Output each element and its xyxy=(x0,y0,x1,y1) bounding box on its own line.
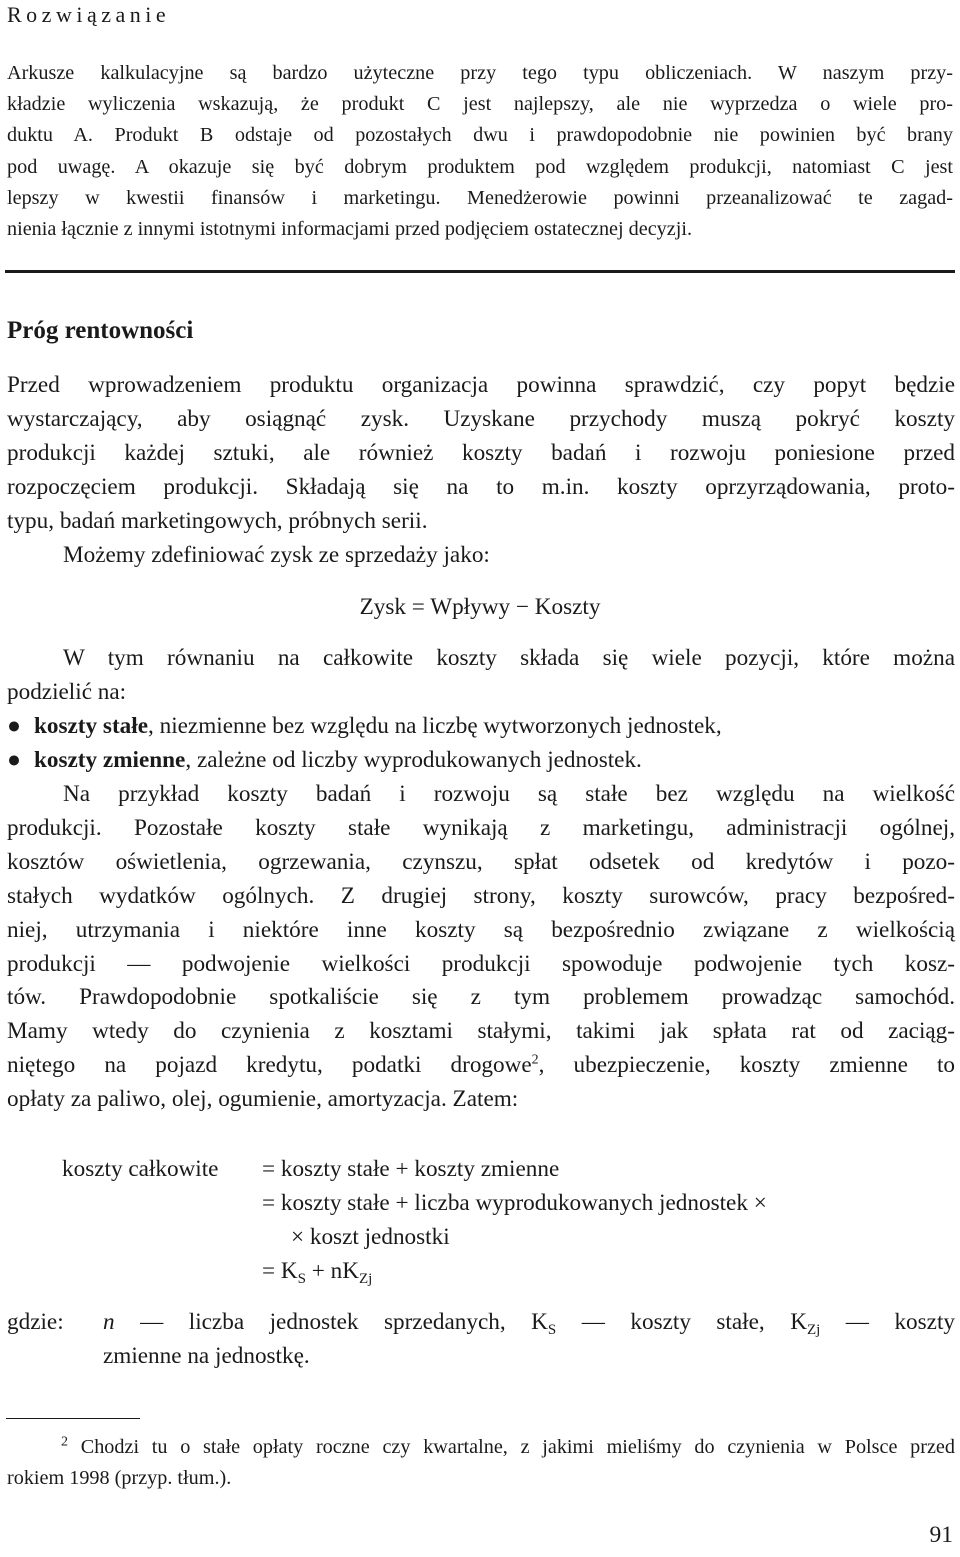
equation-line xyxy=(262,1255,372,1289)
solution-paragraph xyxy=(7,58,953,245)
footnote-text: Chodzi tu o stałe opłaty roczne czy kwartalne, z jakimi mieliśmy do czynienia w Polsce przed xyxy=(80,1436,955,1458)
equation-term: = K xyxy=(262,1258,298,1284)
text-line: lepszy w kwestii finansów i marketingu. Menedżerowie powinni przeanalizować te zagad- xyxy=(7,186,953,209)
text-line: Przed wprowadzeniem produktu organizacja powinna sprawdzić, czy popyt będzie xyxy=(7,372,955,398)
term-variable-costs: koszty zmienne xyxy=(34,746,186,773)
footnote-line xyxy=(7,1432,955,1463)
text-line: stałych wydatków ogólnych. Z drugiej strony, koszty surowców, pracy bezpośred- xyxy=(7,882,955,909)
subscript: S xyxy=(297,1271,306,1287)
text-line: typu, badań marketingowych, próbnych serii. xyxy=(7,507,428,534)
term-fixed-costs: koszty stałe xyxy=(34,713,148,739)
line-head: niętego na pojazd kredytu, podatki drogowe xyxy=(7,1052,532,1079)
footnote-mark: 2 xyxy=(61,1434,68,1450)
text-line xyxy=(7,1049,955,1083)
footnote xyxy=(7,1432,955,1494)
equation-line: = koszty stałe + liczba wyprodukowanych jednostek × xyxy=(262,1190,767,1216)
equation-line: = koszty stałe + koszty zmienne xyxy=(262,1156,560,1182)
text-line: W tym równaniu na całkowite koszty składa się wiele pozycji, które można xyxy=(63,645,955,671)
text-line: pod uwagę. A okazuje się być dobrym produktem pod względem produkcji, natomiast C jest xyxy=(7,155,953,178)
subscript: Zj xyxy=(806,1322,821,1338)
subscript: Zj xyxy=(358,1271,373,1287)
profit-equation: Zysk = Wpływy − Koszty xyxy=(359,594,601,620)
term-description: , zależne od liczby wyprodukowanych jednostek. xyxy=(185,746,642,773)
where-definitions xyxy=(103,1306,955,1374)
bullet-icon: ● xyxy=(7,713,22,739)
list-item xyxy=(7,744,955,778)
text-line: opłaty za paliwo, olej, ogumienie, amortyzacja. Zatem: xyxy=(7,1086,519,1113)
fixed-variable-paragraph xyxy=(7,778,955,1117)
footnote-line: rokiem 1998 (przyp. tłum.). xyxy=(7,1467,232,1490)
text-line: Możemy zdefiniować zysk ze sprzedaży jako: xyxy=(63,541,490,568)
text-line: nienia łącznie z innymi istotnymi informacjami przed podjęciem ostatecznej decyzji. xyxy=(7,218,692,241)
definition-text: — liczba jednostek sprzedanych, K xyxy=(114,1309,548,1335)
text-line: produkcji. Pozostałe koszty stałe wynikają z marketingu, administracji ogólnej, xyxy=(7,814,955,841)
equation-term: + nK xyxy=(305,1258,359,1284)
text-line: Na przykład koszty badań i rozwoju są stałe bez względu na wielkość xyxy=(63,781,955,807)
subheading: Próg rentowności xyxy=(7,317,194,344)
page-number: 91 xyxy=(929,1522,953,1548)
text-line: duktu A. Produkt B odstaje od pozostałych dwu i prawdopodobnie nie powinien być brany xyxy=(7,124,953,147)
bullet-icon: ● xyxy=(7,746,22,773)
footnote-ref: 2 xyxy=(531,1052,539,1068)
costs-paragraph xyxy=(7,642,955,710)
variable-n: n xyxy=(103,1309,115,1335)
text-line: tów. Prawdopodobnie spotkaliście się z tym problemem prowadząc samochód. xyxy=(7,984,955,1011)
footnote-divider xyxy=(6,1418,140,1419)
where-label: gdzie: xyxy=(7,1309,64,1335)
definition-text: — koszty stałe, K xyxy=(556,1309,807,1335)
text-line: produkcji każdej sztuki, ale również koszty badań i rozwoju poniesione przed xyxy=(7,439,955,466)
text-line: produkcji — podwojenie wielkości produkcji spowoduje podwojenie tych kosz- xyxy=(7,950,955,977)
term-description: , niezmienne bez względu na liczbę wytworzonych jednostek, xyxy=(148,713,722,739)
intro-paragraph xyxy=(7,369,955,572)
text-line: kładzie wyliczenia wskazują, że produkt C jest najlepszy, ale nie wyprzedza o wiele pro- xyxy=(7,93,953,116)
section-divider xyxy=(5,270,955,273)
text-line: zmienne na jednostkę. xyxy=(103,1342,310,1369)
text-line: wystarczający, aby osiągnąć zysk. Uzyskane przychody muszą pokryć koszty xyxy=(7,405,955,432)
equation-line: × koszt jednostki xyxy=(291,1224,450,1250)
text-line xyxy=(103,1306,955,1340)
equation-lhs: koszty całkowite xyxy=(62,1156,219,1182)
section-heading: Rozwiązanie xyxy=(7,2,171,27)
text-line: kosztów oświetlenia, ogrzewania, czynszu, spłat odsetek od kredytów i pozo- xyxy=(7,848,955,875)
cost-types-list xyxy=(7,710,955,778)
text-line: podzielić na: xyxy=(7,678,127,705)
text-line: Mamy wtedy do czynienia z kosztami stałymi, takimi jak spłata rat od zaciąg- xyxy=(7,1018,955,1045)
subscript: S xyxy=(547,1322,557,1338)
definition-text: — koszty xyxy=(820,1309,955,1335)
text-line: Arkusze kalkulacyjne są bardzo użyteczne przy tego typu obliczeniach. W naszym przy- xyxy=(7,62,953,84)
list-item xyxy=(7,710,955,744)
text-line: rozpoczęciem produkcji. Składają się na to m.in. koszty oprzyrządowania, proto- xyxy=(7,473,955,500)
line-tail: , ubezpieczenie, koszty zmienne to xyxy=(538,1052,955,1079)
text-line: niej, utrzymania i niektóre inne koszty są bezpośrednio związane z wielkością xyxy=(7,916,955,943)
